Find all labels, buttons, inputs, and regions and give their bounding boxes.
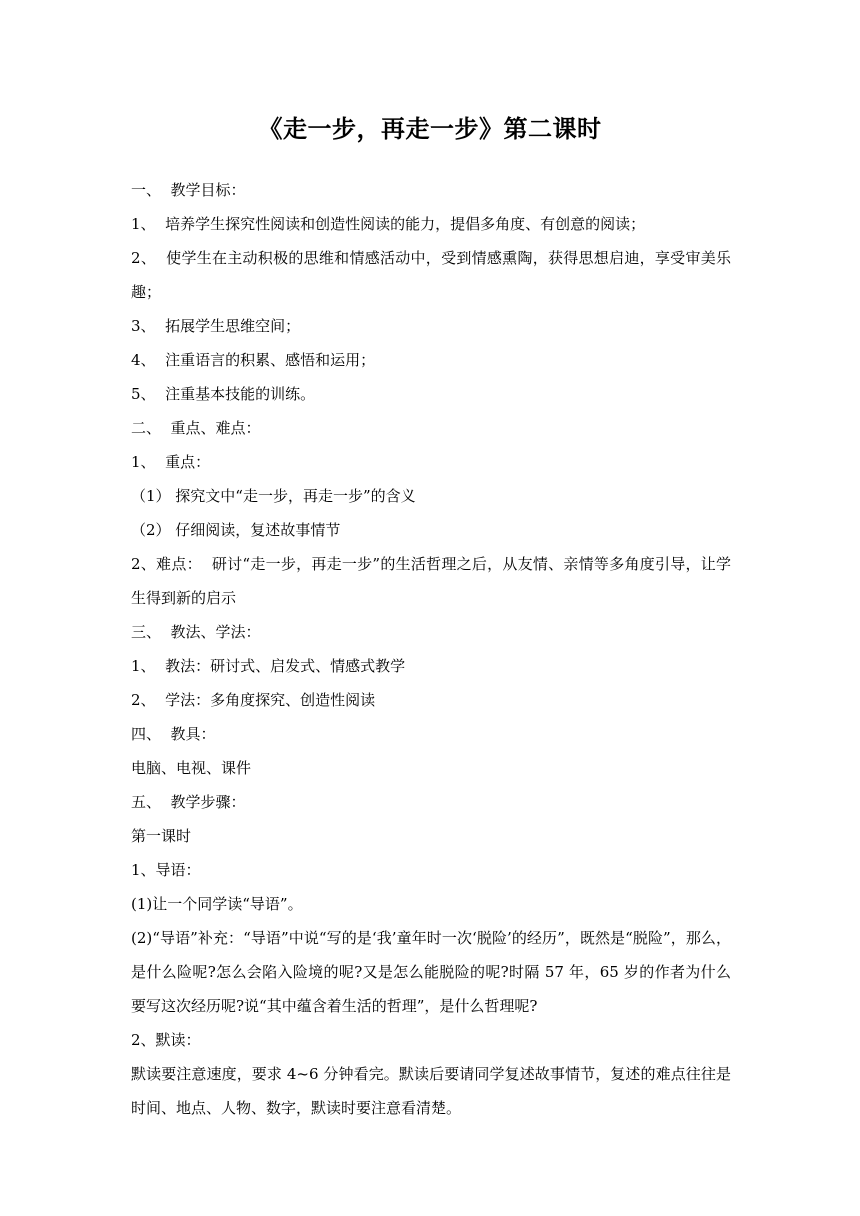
key-point-item: （2） 仔细阅读，复述故事情节 <box>131 521 341 539</box>
key-point-item: （1） 探究文中“走一步，再走一步”的含义 <box>131 487 416 505</box>
step-heading: 1、导语： <box>131 861 201 879</box>
step-heading: 2、默读： <box>131 1031 201 1049</box>
objective-item: 1、 培养学生探究性阅读和创造性阅读的能力，提倡多角度、有创意的阅读； <box>131 215 646 233</box>
section-heading-tools: 四、 教具： <box>131 725 216 743</box>
section-heading-key-points: 二、 重点、难点： <box>131 419 261 437</box>
lesson-label: 第一课时 <box>131 827 192 845</box>
method-item: 1、 教法：研讨式、启发式、情感式教学 <box>131 657 406 675</box>
step-item: (1)让一个同学读“导语”。 <box>131 895 303 913</box>
objective-item: 2、 使学生在主动积极的思维和情感活动中，受到情感熏陶，获得思想启迪，享受审美乐趣； <box>131 249 731 301</box>
key-point-label: 1、 重点： <box>131 453 211 471</box>
objective-item: 5、 注重基本技能的训练。 <box>131 385 316 403</box>
document-body <box>131 173 731 1125</box>
difficulty-item: 2、难点： 研讨“走一步，再走一步”的生活哲理之后，从友情、亲情等多角度引导，让学生得到新的启示 <box>131 555 731 607</box>
section-heading-steps: 五、 教学步骤： <box>131 793 246 811</box>
objective-item: 3、 拓展学生思维空间； <box>131 317 301 335</box>
tools-list: 电脑、电视、课件 <box>131 759 252 777</box>
section-heading-objectives: 一、 教学目标： <box>131 181 246 199</box>
section-heading-methods: 三、 教法、学法： <box>131 623 261 641</box>
objective-item: 4、 注重语言的积累、感悟和运用； <box>131 351 376 369</box>
method-item: 2、 学法：多角度探究、创造性阅读 <box>131 691 376 709</box>
document-title: 《走一步，再走一步》第二课时 <box>258 114 602 143</box>
step-item: 默读要注意速度，要求 4~6 分钟看完。默读后要请同学复述故事情节，复述的难点往往是时间、地点、人物、数字，默读时要注意看清楚。 <box>131 1065 731 1117</box>
step-item: (2)“导语”补充：“导语”中说“写的是‘我’童年时一次‘脱险’的经历”，既然是“脱险”，那么，是什么险呢?怎么会陷入险境的呢?又是怎么能脱险的呢?时隔 57 年，65 岁的作者为什么要写这次经历呢?说“其中蕴含着生活的哲理”，是什么哲理呢? <box>131 929 731 1015</box>
